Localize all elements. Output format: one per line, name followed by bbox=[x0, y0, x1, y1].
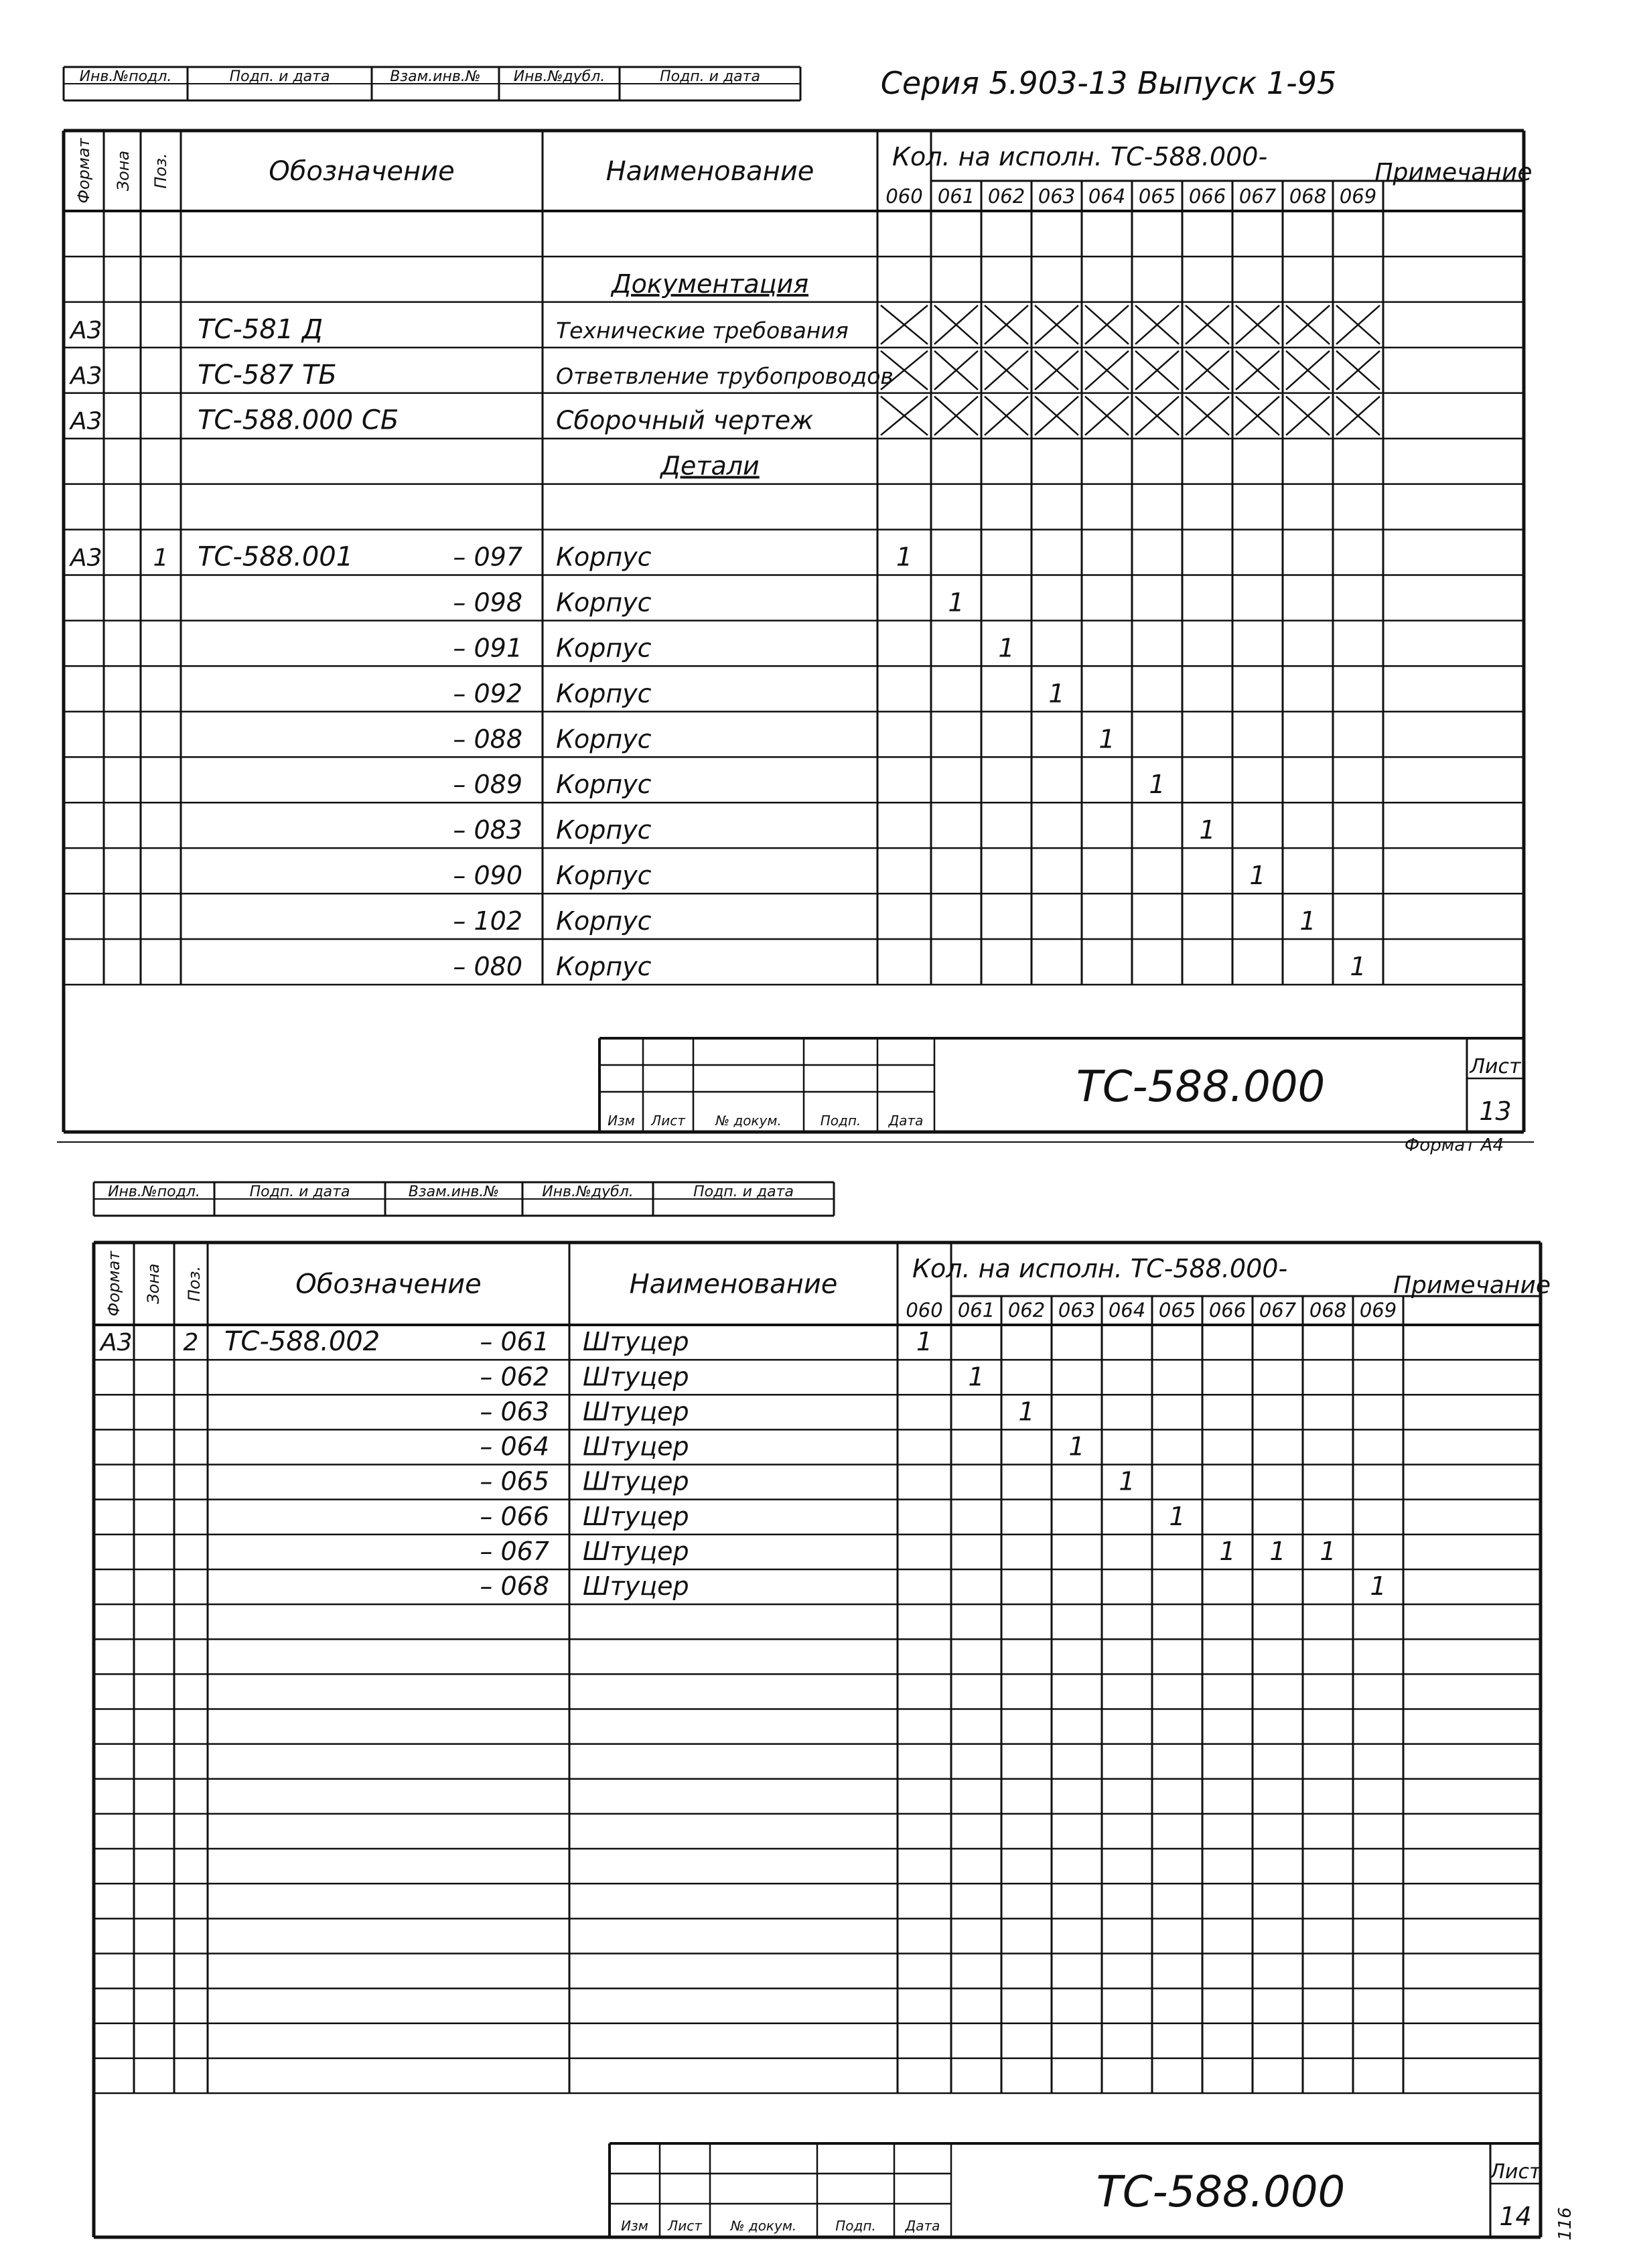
s1-variant-label: 067 bbox=[1259, 1299, 1297, 1322]
s1-document-number: ТС-588.000 bbox=[1096, 2168, 1346, 2217]
s0-variant-label: 065 bbox=[1138, 185, 1176, 208]
stamp-label: Инв.№дубл. bbox=[513, 68, 606, 85]
s1-variant-label: 060 bbox=[906, 1299, 943, 1322]
s1-header-pos: Поз. bbox=[185, 1265, 204, 1302]
s1-quantity-mark: 1 bbox=[1119, 1466, 1135, 1496]
s1-title-block-label: Дата bbox=[905, 2218, 940, 2234]
s0-variant-label: 062 bbox=[987, 185, 1025, 208]
s1-header-zone: Зона bbox=[144, 1263, 163, 1304]
s0-row-position: 1 bbox=[153, 544, 169, 572]
s1-row-variant: – 062 bbox=[480, 1362, 549, 1392]
s1-row-name: Штуцер bbox=[583, 1397, 689, 1427]
s0-row-name: Технические требования bbox=[556, 317, 849, 344]
s1-row-format: А3 bbox=[100, 1329, 133, 1357]
s0-title-block-label: Подп. bbox=[820, 1113, 861, 1129]
s0-row-variant: – 089 bbox=[453, 770, 522, 800]
stamp-label: Подп. и дата bbox=[660, 68, 760, 85]
s0-header-pos: Поз. bbox=[151, 153, 170, 189]
s1-title-block-label: Подп. bbox=[835, 2218, 876, 2234]
s1-row-variant: – 066 bbox=[480, 1501, 549, 1531]
s1-variant-label: 069 bbox=[1359, 1299, 1397, 1322]
s1-variant-label: 064 bbox=[1108, 1299, 1146, 1322]
s1-variant-label: 062 bbox=[1007, 1299, 1046, 1322]
s0-row-name: Корпус bbox=[556, 770, 652, 800]
s0-header-zone: Зона bbox=[114, 150, 133, 192]
s1-quantity-mark: 1 bbox=[916, 1327, 933, 1357]
stamp-label: Взам.инв.№ bbox=[390, 68, 481, 85]
s1-sheet-label: Лист bbox=[1490, 2160, 1541, 2184]
s0-variant-label: 061 bbox=[937, 185, 975, 208]
s1-row-designation: ТС-588.002 bbox=[224, 1326, 380, 1358]
s1-variant-label: 061 bbox=[957, 1299, 995, 1322]
s0-row-name: Корпус bbox=[556, 952, 652, 981]
s0-row-format: А3 bbox=[70, 362, 102, 390]
s1-row-variant: – 061 bbox=[480, 1327, 549, 1357]
s0-row-name: Корпус bbox=[556, 906, 652, 936]
s0-row-designation: ТС-581 Д bbox=[198, 313, 324, 345]
s1-row-name: Штуцер bbox=[583, 1501, 689, 1531]
s1-row-name: Штуцер bbox=[583, 1466, 689, 1496]
s0-row-name: Корпус bbox=[556, 633, 652, 663]
margin-number: 116 bbox=[1555, 2207, 1575, 2241]
s0-title-block-label: Дата bbox=[888, 1113, 924, 1129]
s0-row-name: Ответвление трубопроводов bbox=[556, 362, 894, 389]
s1-row-variant: – 068 bbox=[480, 1571, 549, 1602]
s0-quantity-mark: 1 bbox=[1098, 724, 1115, 754]
s1-row-name: Штуцер bbox=[583, 1431, 689, 1462]
s0-row-format: А3 bbox=[70, 407, 102, 435]
s1-title-block-label: Изм bbox=[621, 2218, 648, 2234]
format-label: Формат А4 bbox=[1404, 1135, 1504, 1155]
s0-row-variant: – 092 bbox=[453, 679, 522, 709]
s0-row-designation: ТС-587 ТБ bbox=[198, 359, 337, 391]
s1-quantity-mark: 1 bbox=[1370, 1571, 1387, 1602]
s1-header-designation: Обозначение bbox=[295, 1269, 482, 1300]
s1-row-variant: – 065 bbox=[480, 1466, 549, 1496]
stamp-label: Взам.инв.№ bbox=[408, 1184, 500, 1200]
s0-quantity-mark: 1 bbox=[1199, 815, 1216, 845]
s0-variant-label: 060 bbox=[885, 185, 923, 208]
s0-row-variant: – 088 bbox=[453, 724, 522, 754]
s1-title-block-label: № докум. bbox=[730, 2218, 797, 2234]
series-header: Серия 5.903-13 Выпуск 1-95 bbox=[880, 65, 1337, 101]
stamp-label: Подп. и дата bbox=[249, 1184, 350, 1200]
s0-row-designation: ТС-588.001 bbox=[198, 541, 354, 573]
s0-quantity-mark: 1 bbox=[1249, 861, 1266, 891]
s0-row-name: Корпус bbox=[556, 724, 652, 754]
s1-title-block-label: Лист bbox=[668, 2218, 702, 2234]
s1-row-name: Штуцер bbox=[583, 1536, 689, 1566]
s1-variant-label: 065 bbox=[1158, 1299, 1196, 1322]
s0-header-qty: Кол. на исполн. ТС-588.000- bbox=[892, 142, 1268, 171]
s0-quantity-mark: 1 bbox=[896, 542, 913, 572]
s0-row-variant: – 080 bbox=[453, 952, 522, 981]
s0-row-name: Корпус bbox=[556, 861, 652, 891]
s0-row-name: Корпус bbox=[556, 815, 652, 845]
s1-quantity-mark: 1 bbox=[1068, 1431, 1085, 1462]
s0-row-variant: – 090 bbox=[453, 861, 522, 891]
s0-quantity-mark: 1 bbox=[1048, 679, 1065, 709]
s0-quantity-mark: 1 bbox=[948, 587, 965, 618]
s1-row-name: Штуцер bbox=[583, 1327, 689, 1357]
stamp-label: Инв.№подл. bbox=[79, 68, 172, 85]
s1-header-note: Примечание bbox=[1393, 1271, 1551, 1299]
s0-header-name: Наименование bbox=[606, 156, 814, 187]
s0-row-format: А3 bbox=[70, 544, 102, 572]
s1-variant-label: 066 bbox=[1208, 1299, 1247, 1322]
s1-row-position: 2 bbox=[183, 1329, 199, 1357]
s0-section-title: Документация bbox=[611, 269, 809, 299]
s0-row-name: Сборочный чертеж bbox=[556, 405, 814, 435]
stamp-label: Подп. и дата bbox=[229, 68, 330, 85]
s1-variant-label: 068 bbox=[1309, 1299, 1347, 1322]
s1-row-name: Штуцер bbox=[583, 1571, 689, 1602]
s0-sheet-label: Лист bbox=[1470, 1055, 1521, 1078]
s1-quantity-mark: 1 bbox=[1018, 1397, 1035, 1427]
stamp-label: Подп. и дата bbox=[693, 1184, 794, 1200]
s1-quantity-mark: 1 bbox=[1219, 1536, 1236, 1566]
s0-variant-label: 068 bbox=[1289, 185, 1327, 208]
s0-header-note: Примечание bbox=[1374, 159, 1533, 186]
s0-variant-label: 063 bbox=[1038, 185, 1076, 208]
s1-row-variant: – 067 bbox=[480, 1536, 549, 1566]
s0-variant-label: 067 bbox=[1238, 185, 1277, 208]
s0-row-variant: – 102 bbox=[453, 906, 522, 936]
s1-quantity-mark: 1 bbox=[1320, 1536, 1336, 1566]
s1-header-qty: Кол. на исполн. ТС-588.000- bbox=[912, 1254, 1288, 1283]
stamp-label: Инв.№подл. bbox=[108, 1184, 200, 1200]
s0-document-number: ТС-588.000 bbox=[1076, 1062, 1326, 1112]
s0-quantity-mark: 1 bbox=[998, 633, 1015, 663]
s0-variant-label: 069 bbox=[1339, 185, 1377, 208]
s1-quantity-mark: 1 bbox=[1269, 1536, 1286, 1566]
s1-row-variant: – 063 bbox=[480, 1397, 549, 1427]
stamp-label: Инв.№дубл. bbox=[542, 1184, 634, 1200]
s0-quantity-mark: 1 bbox=[1149, 770, 1165, 800]
s0-quantity-mark: 1 bbox=[1299, 906, 1316, 936]
s0-section-title: Детали bbox=[660, 451, 760, 481]
s0-row-variant: – 083 bbox=[453, 815, 522, 845]
s0-row-name: Корпус bbox=[556, 587, 652, 618]
s0-row-variant: – 091 bbox=[453, 633, 522, 663]
s0-row-name: Корпус bbox=[556, 679, 652, 709]
s0-variant-label: 066 bbox=[1188, 185, 1226, 208]
s0-row-designation: ТС-588.000 СБ bbox=[198, 405, 399, 436]
s0-title-block-label: Изм bbox=[608, 1113, 635, 1129]
s0-header-format: Формат bbox=[74, 138, 93, 204]
s1-sheet-number: 14 bbox=[1499, 2202, 1532, 2231]
s0-variant-label: 064 bbox=[1088, 185, 1126, 208]
s0-title-block-label: Лист bbox=[651, 1113, 685, 1129]
s1-variant-label: 063 bbox=[1058, 1299, 1096, 1322]
s0-sheet-number: 13 bbox=[1479, 1096, 1512, 1126]
s1-row-name: Штуцер bbox=[583, 1362, 689, 1392]
s1-row-variant: – 064 bbox=[480, 1431, 549, 1462]
s0-row-name: Корпус bbox=[556, 542, 652, 572]
s0-row-variant: – 098 bbox=[453, 587, 522, 618]
s0-title-block-label: № докум. bbox=[715, 1113, 782, 1129]
s1-quantity-mark: 1 bbox=[1169, 1501, 1186, 1531]
s0-header-designation: Обозначение bbox=[269, 156, 455, 187]
s0-row-variant: – 097 bbox=[453, 542, 522, 572]
s1-header-format: Формат bbox=[104, 1251, 123, 1317]
s1-quantity-mark: 1 bbox=[968, 1362, 985, 1392]
s0-row-format: А3 bbox=[70, 316, 102, 344]
s0-quantity-mark: 1 bbox=[1350, 952, 1366, 981]
s1-header-name: Наименование bbox=[629, 1269, 838, 1300]
